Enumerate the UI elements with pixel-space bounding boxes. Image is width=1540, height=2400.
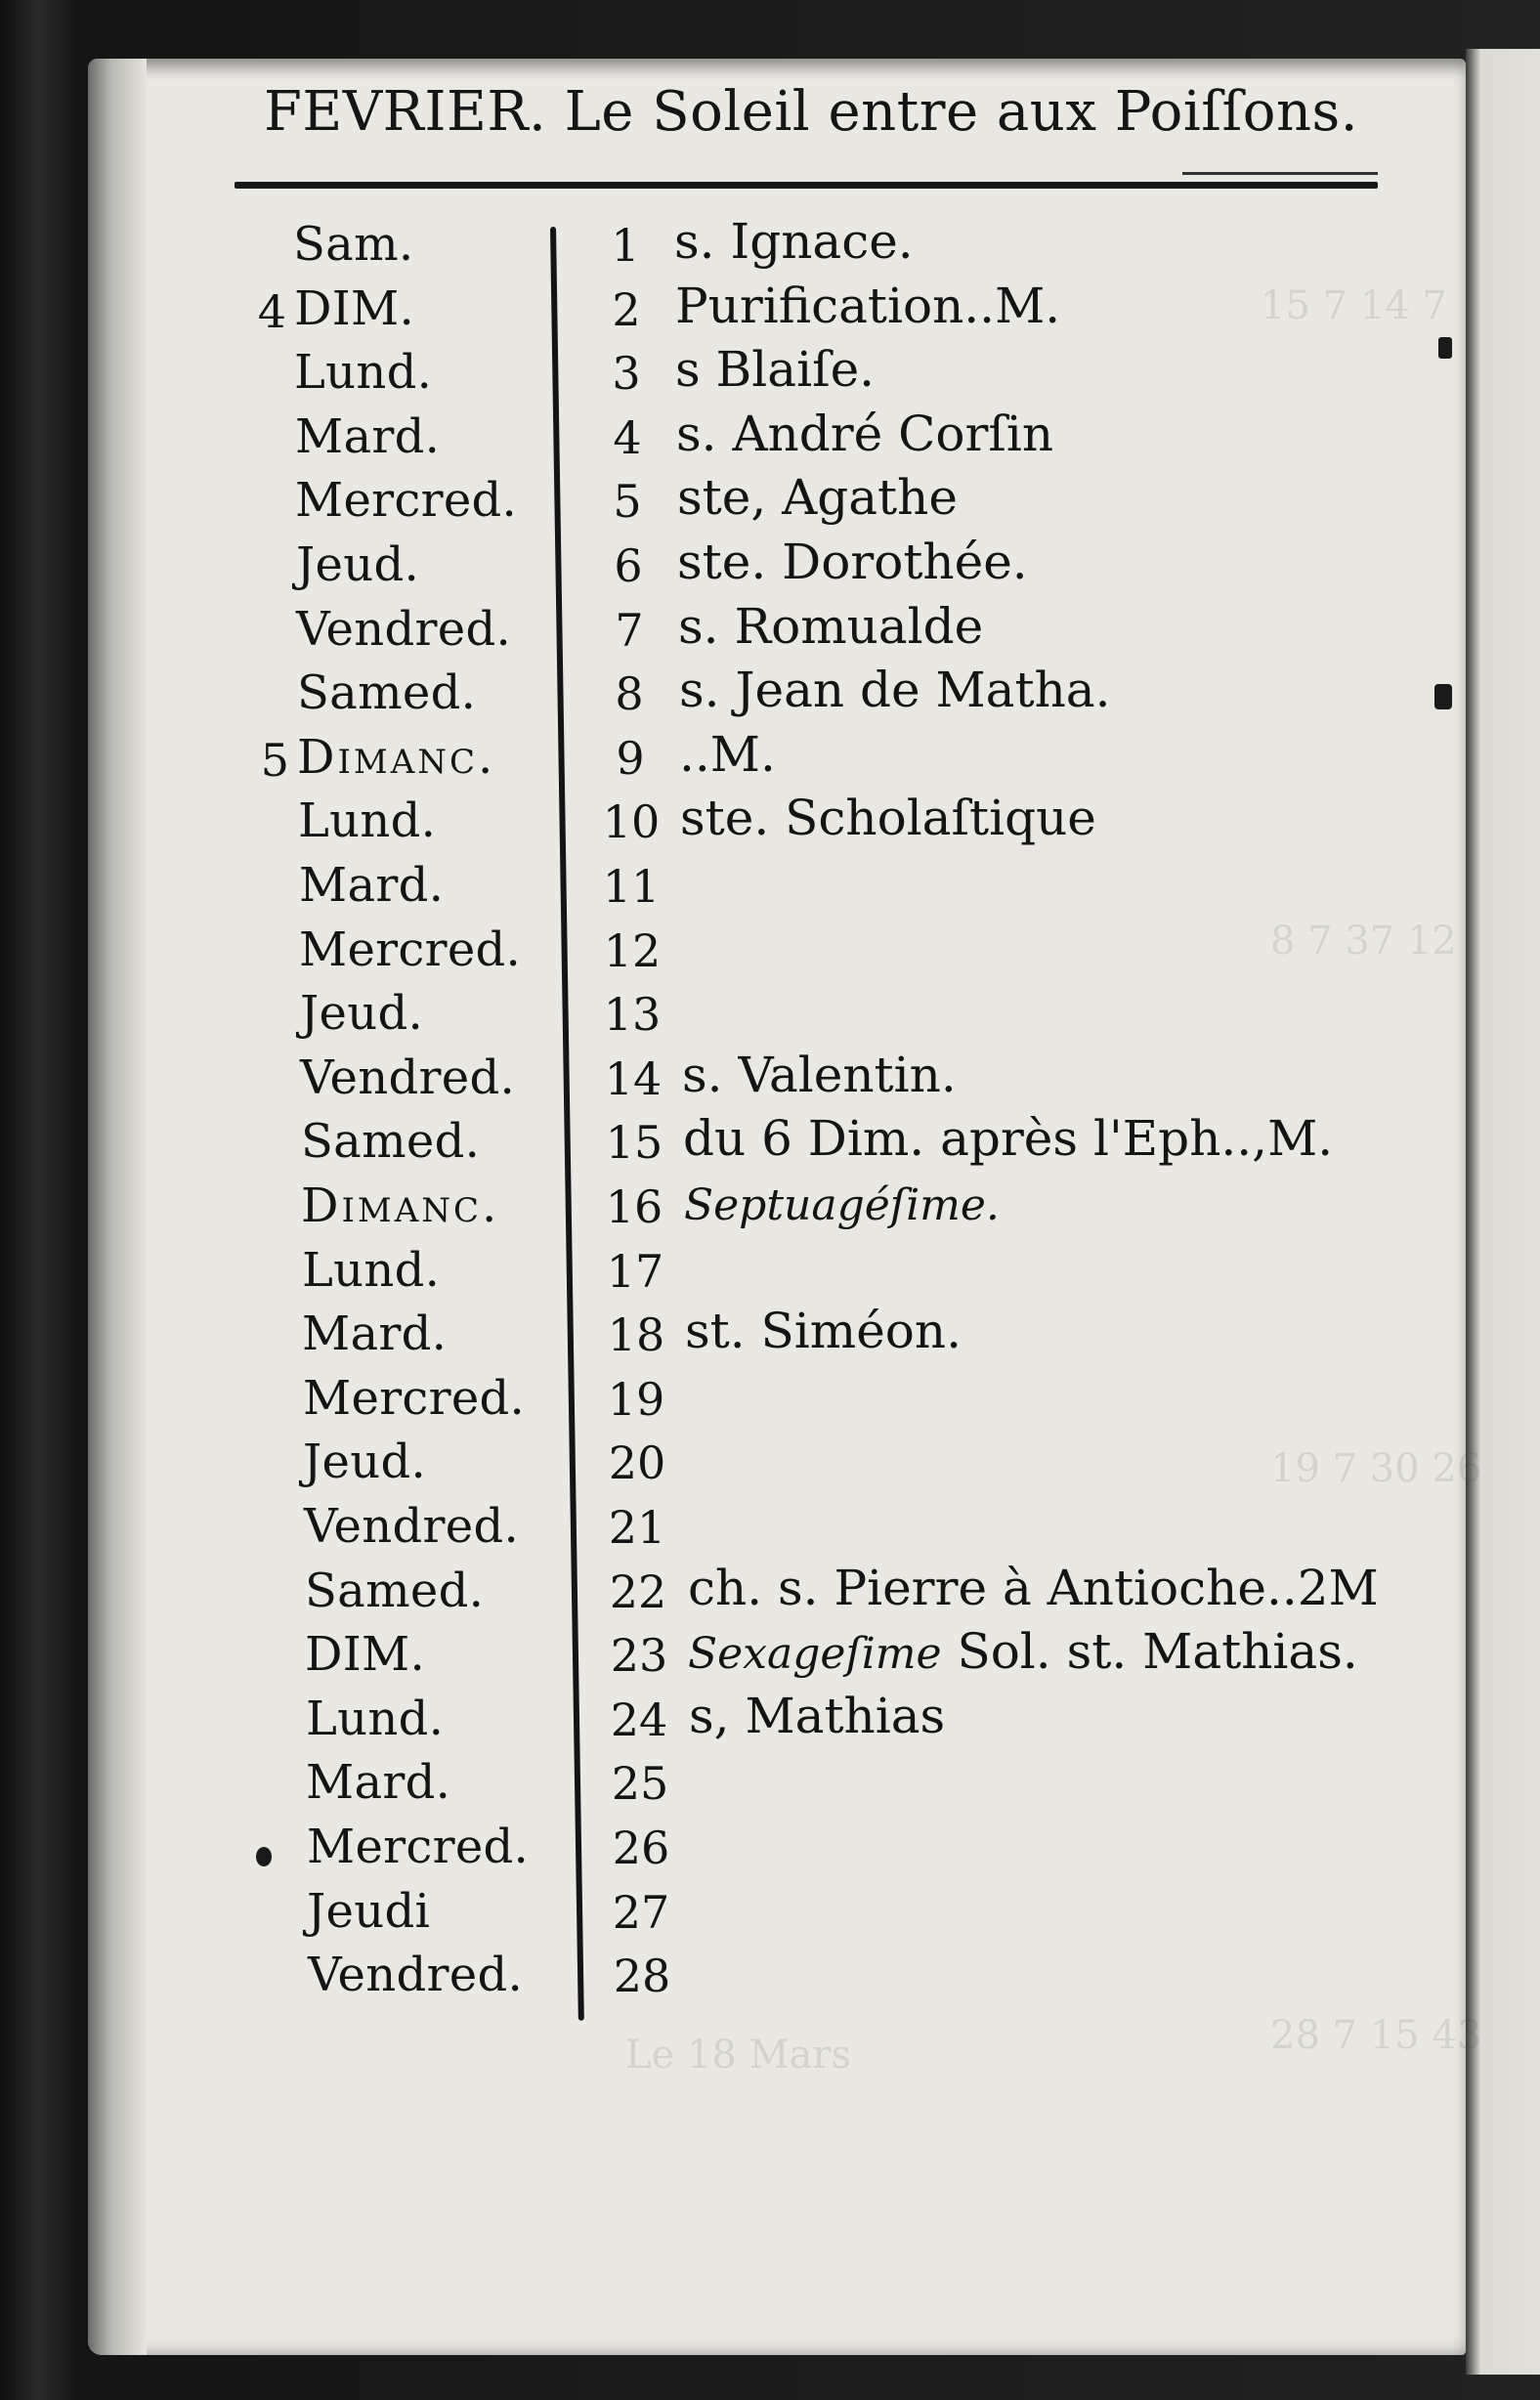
day-name: Lund. [302,1243,441,1298]
feast-text: s, Mathias [689,1688,946,1744]
feast-entry [682,1047,957,1103]
day-number: 23 [610,1629,668,1682]
week-number: 5 [260,734,289,787]
day-name: Mercred. [303,1371,526,1426]
feast-entry [683,1110,1333,1167]
day-number: 13 [603,988,662,1041]
day-name: Samed. [305,1564,485,1618]
week-number: 4 [257,285,286,338]
day-number: 27 [612,1886,670,1939]
day-name: Lund. [294,345,433,400]
feast-entry [679,726,776,783]
feast-text: ste. Scholaſtique [680,790,1096,846]
day-number: 12 [603,924,662,977]
feast-entry [688,1623,1358,1680]
day-name: Lund. [298,793,437,848]
feast-text: s. Romualde [678,598,984,655]
calendar-row [0,598,1466,666]
day-name: Mercred. [307,1820,530,1874]
day-name: Vendred. [308,1948,524,2002]
day-name: Jeud. [296,537,420,592]
day-name: Mard. [306,1755,451,1810]
feast-entry [676,406,1053,462]
feast-entry [675,278,1060,334]
day-name: Dimanc. [297,730,496,785]
calendar-row [0,1435,1466,1499]
day-number: 6 [614,539,643,592]
calendar-row [0,1623,1466,1692]
feast-entry [678,598,983,655]
day-number: 1 [611,219,640,272]
calendar-row [0,1179,1466,1243]
day-number: 14 [604,1052,663,1105]
calendar-row [0,790,1466,858]
day-name: Mercred. [295,473,518,528]
day-number: 18 [607,1308,665,1361]
feast-entry [677,469,958,526]
calendar-row [0,1755,1466,1820]
calendar-row [0,1499,1466,1564]
day-number: 3 [612,347,641,400]
feast-text: ste. Dorothée. [677,534,1028,590]
feast-text: Sol. st. Mathias. [941,1623,1358,1680]
calendar-row [0,1371,1466,1436]
day-number: 7 [615,604,644,657]
day-number: 11 [602,860,661,913]
calendar-row [0,469,1466,537]
calendar-row [0,986,1466,1050]
calendar-row [0,1884,1466,1949]
day-number: 22 [609,1565,667,1618]
calendar-row [0,1303,1466,1371]
feast-text: s. Jean de Matha. [679,662,1111,718]
day-number: 20 [608,1436,666,1489]
day-name: Mercred. [299,922,522,977]
show-through-text: 15 7 14 7 [1261,283,1447,328]
day-number: 28 [613,1950,671,2002]
day-number: 10 [602,795,661,848]
feast-entry [689,1688,945,1744]
calendar-row [0,922,1466,987]
day-name: Vendred. [304,1499,520,1554]
feast-text: du 6 Dim. après l'Eph..,M. [683,1110,1334,1167]
day-number: 17 [606,1245,664,1298]
calendar-row [0,278,1466,346]
feast-entry [679,662,1110,718]
calendar-row [0,213,1466,281]
day-number: 19 [607,1373,665,1426]
calendar-row [0,406,1466,474]
feast-entry [688,1560,1379,1616]
calendar-row [0,1243,1466,1307]
feast-text: ste, Agathe [677,469,958,526]
day-name: Vendred. [300,1050,516,1105]
day-name: Samed. [301,1114,481,1169]
feast-text: ..M. [679,726,776,783]
feast-text: s. André Corſin [676,406,1054,462]
day-number: 26 [612,1821,670,1874]
feast-entry [677,534,1028,590]
day-name: Lund. [306,1692,445,1746]
calendar-row [0,1560,1466,1628]
feast-italic: Septuagéſime. [684,1180,1000,1230]
day-name: Mard. [295,409,441,464]
calendar-row [0,1110,1466,1179]
show-through-text: 19 7 30 26 [1270,1446,1482,1491]
day-name: Dimanc. [301,1179,500,1233]
calendar-row [0,341,1466,409]
day-name: Sam. [293,217,414,272]
feast-text: Purification..M. [675,278,1061,334]
feast-text: s Blaiſe. [675,341,876,398]
day-number: 16 [605,1180,663,1233]
day-name: Vendred. [296,602,512,657]
day-name: DIM. [305,1627,426,1682]
feast-entry [675,341,875,398]
day-number: 4 [613,411,642,464]
calendar-row [0,726,1466,794]
day-name: Jeud. [300,986,424,1041]
feast-text: ch. s. Pierre à Antioche..2M [688,1560,1379,1616]
show-through-text: 8 7 37 12 [1270,919,1457,964]
feast-text: s. Valentin. [682,1047,957,1103]
calendar-row [0,662,1466,730]
feast-entry [685,1303,962,1359]
feast-entry [684,1175,1000,1231]
day-name: Jeudi [307,1884,431,1939]
feast-italic: Sexageſime [688,1629,942,1679]
day-number: 9 [616,732,645,785]
calendar-row [0,1047,1466,1115]
calendar-row [0,1688,1466,1756]
calendar-row [0,1820,1466,1884]
feast-entry [674,213,914,270]
feast-text: s. Ignace. [674,213,914,270]
day-name: DIM. [294,281,415,336]
day-number: 21 [608,1501,666,1554]
page-title: FEVRIER. Le Soleil entre aux Poiſſons. [264,80,1359,144]
calendar-row [0,858,1466,922]
day-number: 5 [613,475,642,528]
day-name: Mard. [299,858,445,913]
day-number: 2 [612,283,641,336]
day-name: Samed. [297,665,477,720]
show-through-text: Le 18 Mars [625,2033,852,2078]
day-number: 24 [610,1693,668,1746]
day-number: 8 [615,667,644,720]
day-name: Jeud. [303,1435,427,1489]
calendar-row [0,1948,1466,2012]
day-name: Mard. [302,1307,448,1361]
feast-entry [680,790,1096,846]
show-through-text: 28 7 15 43 [1270,2013,1482,2058]
feast-text: st. Siméon. [685,1303,962,1359]
day-number: 25 [611,1757,669,1810]
day-number: 15 [605,1116,663,1169]
calendar-row [0,534,1466,602]
